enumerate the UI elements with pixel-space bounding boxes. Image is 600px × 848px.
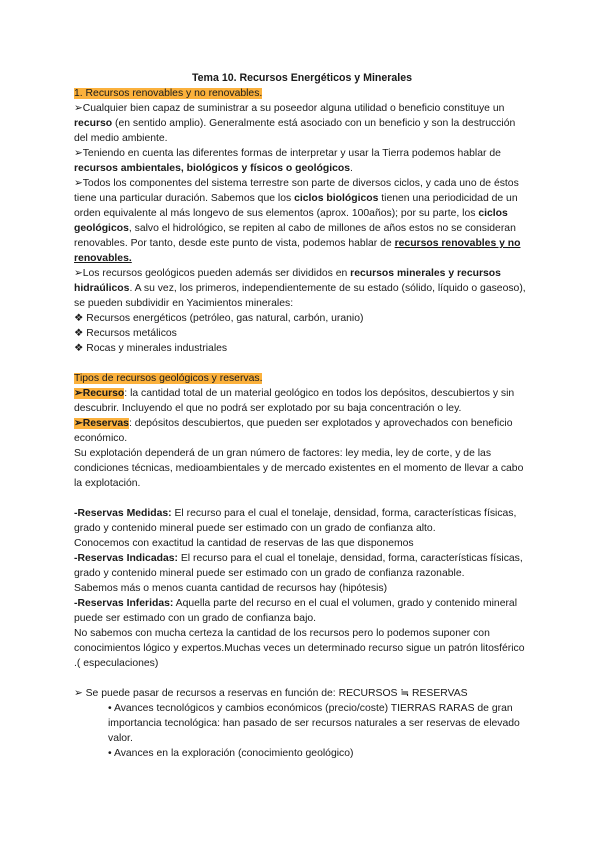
- paragraph-recurso-definicion: ➢Cualquier bien capaz de suministrar a su poseedor alguna utilidad o beneficio constituye un recurso (en sentido amplio). Generalmente está asociado con un beneficio y son la destrucción del medio ambiente.: [74, 103, 516, 144]
- paragraph-indicadas-nota: Sabemos más o menos cuanta cantidad de recursos hay (hipótesis): [74, 583, 388, 594]
- paragraph-inferidas-nota: No sabemos con mucha certeza la cantidad de los recursos pero lo podemos suponer con conocimientos lógico y expertos.Muchas veces un determinado recurso sigue un patrón litosférico .( especulaciones): [74, 628, 525, 669]
- arrow-bullet-icon: ➢: [74, 103, 83, 114]
- arrow-bullet-icon: ➢: [74, 148, 83, 159]
- spacer: [74, 356, 530, 371]
- reservas-label: ➢Reservas: [74, 418, 129, 429]
- arrow-bullet-icon: ➢: [74, 268, 83, 279]
- paragraph-explotacion: Su explotación dependerá de un gran número de factores: ley media, ley de corte, y de las condiciones técnicas, medioambientales y de mercado existentes en el momento de llevar a cabo la explotación.: [74, 448, 524, 489]
- section-heading-text: Tipos de recursos geológicos y reservas.: [74, 373, 263, 384]
- spacer: [74, 671, 530, 686]
- section-heading-text: 1. Recursos renovables y no renovables.: [74, 88, 263, 99]
- paragraph-recursos-a-reservas: ➢ Se puede pasar de recursos a reservas en función de: RECURSOS ≒ RESERVAS: [74, 688, 468, 699]
- list-item: ❖ Recursos metálicos: [74, 328, 177, 339]
- spacer: [74, 491, 530, 506]
- paragraph-recursos-geologicos: ➢Los recursos geológicos pueden además ser divididos en recursos minerales y recursos hidraúlicos. A su vez, los primeros, independientemente de su estado (sólido, líquido o gaseoso), se pueden subdividir en Yacimientos minerales:: [74, 268, 526, 309]
- list-item: • Avances tecnológicos y cambios económicos (precio/coste) TIERRAS RARAS de gran importancia tecnológica: han pasado de ser recursos naturales a ser reservas de elevado valor.: [108, 703, 520, 744]
- recurso-label: ➢Recurso: [74, 388, 125, 399]
- paragraph-medidas-nota: Conocemos con exactitud la cantidad de reservas de las que disponemos: [74, 538, 414, 549]
- section-heading-tipos: [74, 371, 530, 386]
- document-title: Tema 10. Recursos Energéticos y Minerales: [191, 72, 413, 84]
- arrow-bullet-icon: ➢: [74, 178, 83, 189]
- list-item: • Avances en la exploración (conocimiento geológico): [108, 748, 354, 759]
- paragraph-reservas: ➢Reservas: depósitos descubiertos, que pueden ser explotados y aprovechados con beneficio económico.: [74, 418, 513, 444]
- paragraph-recurso: ➢Recurso: la cantidad total de un material geológico en todos los depósitos, descubiertos y sin descubrir. Incluyendo el que no podrá ser explotado por su baja concentración o ley.: [74, 388, 515, 414]
- paragraph-tipos-recursos: ➢Teniendo en cuenta las diferentes formas de interpretar y usar la Tierra podemos hablar de recursos ambientales, biológicos y físicos o geológicos.: [74, 148, 501, 174]
- list-item: ❖ Rocas y minerales industriales: [74, 343, 228, 354]
- paragraph-ciclos: ➢Todos los componentes del sistema terrestre son parte de diversos ciclos, y cada uno de éstos tiene una particular duración. Sabemos que los ciclos biológicos tienen una periodicidad de un orden equivalente al más longevo de sus elementos (aprox. 100años); por su parte, los ciclos geológicos, salvo el hidrológico, se repiten al cabo de millones de años estos no se consideran renovables. Por tanto, desde este punto de vista, podemos hablar de recursos renovables y no renovables.: [74, 178, 521, 264]
- paragraph-reservas-medidas: -Reservas Medidas: El recurso para el cual el tonelaje, densidad, forma, características físicas, grado y contenido mineral puede ser estimado con un grado de confianza alto.: [74, 508, 517, 534]
- section-heading-renovables: [74, 86, 530, 101]
- paragraph-reservas-indicadas: -Reservas Indicadas: El recurso para el cual el tonelaje, densidad, forma, características físicas, grado y contenido mineral puede ser estimado con un grado de confianza razonable.: [74, 553, 523, 579]
- paragraph-reservas-inferidas: -Reservas Inferidas: Aquella parte del recurso en el cual el volumen, grado y contenido mineral puede ser estimado con un grado de confianza bajo.: [74, 598, 518, 624]
- list-item: ❖ Recursos energéticos (petróleo, gas natural, carbón, uranio): [74, 313, 364, 324]
